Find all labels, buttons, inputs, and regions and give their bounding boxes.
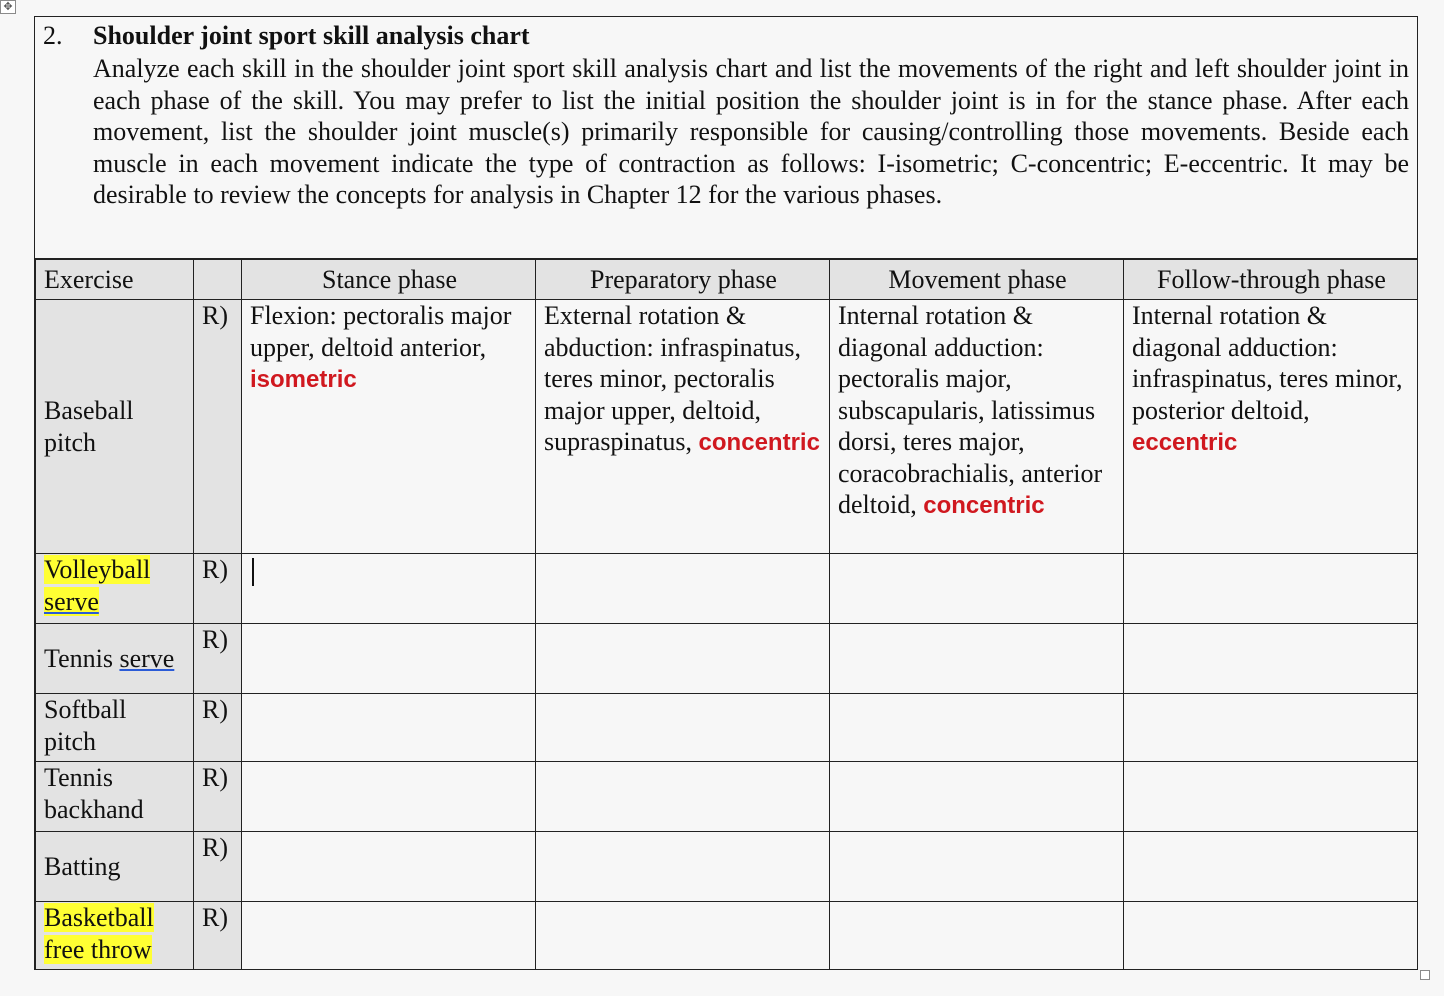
stance-cell[interactable] — [242, 554, 536, 624]
text-cursor — [252, 558, 254, 586]
item-number: 2. — [43, 21, 63, 50]
follow-through-cell[interactable] — [1124, 762, 1418, 832]
exercise-name: serve — [119, 643, 175, 673]
stance-cell[interactable] — [242, 300, 536, 554]
preparatory-cell[interactable] — [536, 902, 830, 970]
header-stance-phase[interactable]: Stance phase — [242, 260, 536, 300]
skills-grid — [35, 259, 1418, 970]
side-cell[interactable]: R) — [194, 624, 242, 694]
row-tennis-backhand — [36, 762, 1418, 832]
preparatory-text: External rotation & abduction: infraspinatus, teres minor, pectoralis major upper, deltoid, supraspinatus, — [544, 301, 802, 456]
header-exercise[interactable]: Exercise — [36, 260, 194, 300]
exercise-name: Batting — [44, 851, 121, 881]
exercise-name: Baseball — [44, 396, 134, 425]
contraction-type: concentric — [698, 429, 820, 456]
side-cell[interactable]: R) — [194, 554, 242, 624]
exercise-name: Softball — [44, 695, 127, 724]
follow-through-cell[interactable] — [1124, 832, 1418, 902]
follow-through-cell[interactable] — [1124, 624, 1418, 694]
exercise-name: free throw — [44, 934, 152, 964]
stance-cell[interactable] — [242, 694, 536, 762]
follow-through-cell[interactable] — [1124, 554, 1418, 624]
movement-cell[interactable] — [830, 902, 1124, 970]
header-follow-through-phase[interactable]: Follow-through phase — [1124, 260, 1418, 300]
side-cell[interactable]: R) — [194, 300, 242, 554]
movement-cell[interactable] — [830, 832, 1124, 902]
row-basketball-free-throw — [36, 902, 1418, 970]
movement-cell[interactable] — [830, 762, 1124, 832]
preparatory-cell[interactable] — [536, 554, 830, 624]
header-movement-phase[interactable]: Movement phase — [830, 260, 1124, 300]
preparatory-cell[interactable] — [536, 762, 830, 832]
exercise-name: Basketball — [44, 903, 154, 932]
contraction-type: eccentric — [1132, 429, 1238, 456]
stance-text: Flexion: pectoralis major upper, deltoid anterior, — [250, 301, 512, 362]
instructions-text: Analyze each skill in the shoulder joint sport skill analysis chart and list the movements of the right and left shoulder joint in each phase of the skill. You may prefer to list the initial position the shoulder joint is in for the stance phase. After each movement, list the shoulder joint muscle(s) primarily responsible for causing/controlling those movements. Beside each muscle in each movement indicate the type of contraction as follows: I-isometric; C-concentric; E-eccentric. It may be desirable to review the concepts for analysis in Chapter 12 for the various phases. — [93, 54, 1409, 209]
movement-cell[interactable] — [830, 300, 1124, 554]
exercise-name: pitch — [44, 427, 96, 457]
follow-through-cell[interactable] — [1124, 694, 1418, 762]
exercise-cell[interactable] — [36, 762, 194, 832]
follow-through-text: Internal rotation & diagonal adduction: infraspinatus, teres minor, posterior deltoid, — [1132, 301, 1403, 425]
row-baseball-pitch — [36, 300, 1418, 554]
movement-cell[interactable] — [830, 554, 1124, 624]
side-cell[interactable]: R) — [194, 902, 242, 970]
contraction-type: isometric — [250, 366, 357, 393]
row-batting — [36, 832, 1418, 902]
side-cell[interactable]: R) — [194, 694, 242, 762]
exercise-name: pitch — [44, 726, 96, 756]
row-tennis-serve — [36, 624, 1418, 694]
exercise-name: serve — [44, 586, 99, 616]
movement-text: Internal rotation & diagonal adduction: pectoralis major, subscapularis, latissimus dorsi, teres major, coracobrachialis, anterior deltoid, — [838, 301, 1103, 519]
preparatory-cell[interactable] — [536, 832, 830, 902]
stance-cell[interactable] — [242, 902, 536, 970]
preparatory-cell[interactable] — [536, 300, 830, 554]
table-resize-handle-icon[interactable] — [1420, 970, 1430, 980]
row-softball-pitch — [36, 694, 1418, 762]
exercise-name: Tennis — [44, 643, 113, 673]
side-cell[interactable]: R) — [194, 762, 242, 832]
header-side[interactable] — [194, 260, 242, 300]
exercise-cell[interactable] — [36, 832, 194, 902]
row-volleyball-serve — [36, 554, 1418, 624]
stance-cell[interactable] — [242, 624, 536, 694]
follow-through-cell[interactable] — [1124, 300, 1418, 554]
exercise-cell[interactable] — [36, 694, 194, 762]
header-row — [36, 260, 1418, 300]
follow-through-cell[interactable] — [1124, 902, 1418, 970]
analysis-chart-table — [34, 16, 1418, 970]
exercise-name: backhand — [44, 794, 144, 824]
preparatory-cell[interactable] — [536, 624, 830, 694]
instructions-cell[interactable] — [35, 17, 1417, 259]
header-preparatory-phase[interactable]: Preparatory phase — [536, 260, 830, 300]
exercise-cell[interactable] — [36, 902, 194, 970]
contraction-type: concentric — [923, 492, 1045, 519]
preparatory-cell[interactable] — [536, 694, 830, 762]
exercise-name: Volleyball — [44, 555, 151, 584]
exercise-name: Tennis — [44, 763, 113, 792]
exercise-cell[interactable] — [36, 554, 194, 624]
movement-cell[interactable] — [830, 624, 1124, 694]
table-move-handle-icon[interactable]: ✥ — [0, 0, 16, 14]
side-cell[interactable]: R) — [194, 832, 242, 902]
stance-cell[interactable] — [242, 832, 536, 902]
stance-cell[interactable] — [242, 762, 536, 832]
exercise-cell[interactable] — [36, 300, 194, 554]
chart-title: Shoulder joint sport skill analysis chart — [93, 21, 530, 50]
exercise-cell[interactable] — [36, 624, 194, 694]
movement-cell[interactable] — [830, 694, 1124, 762]
